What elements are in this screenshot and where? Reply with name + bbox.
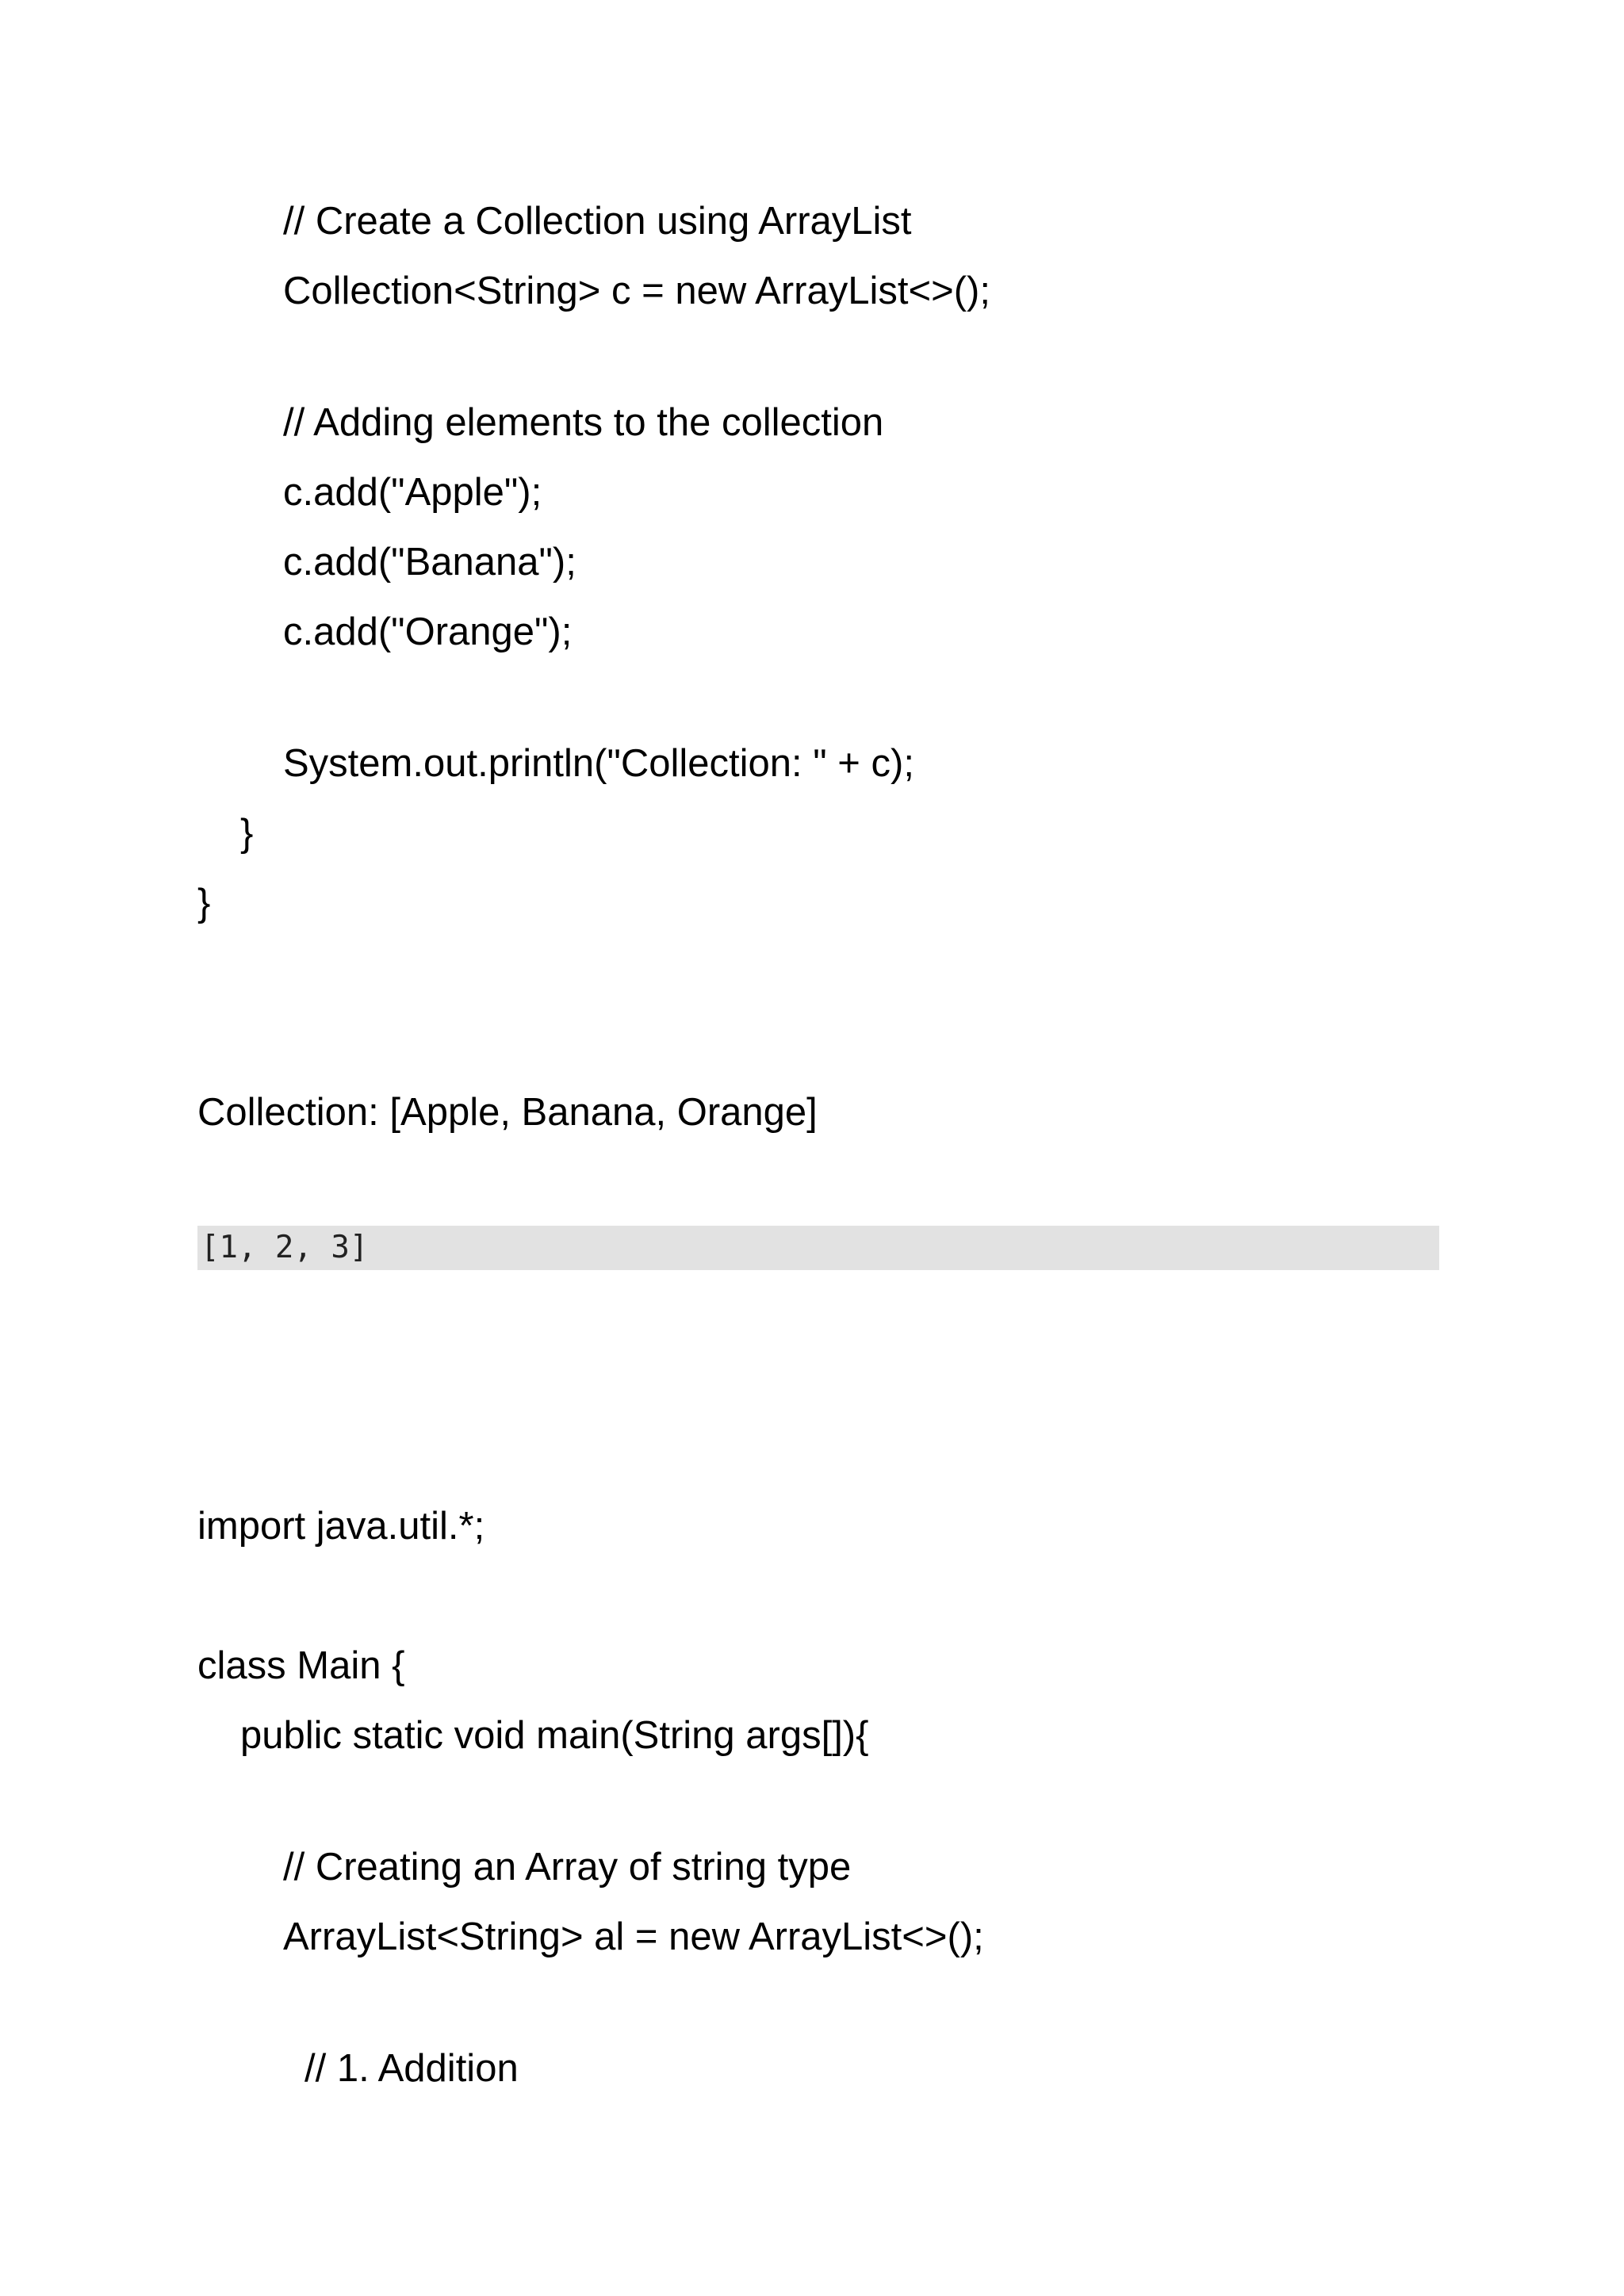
comment-create-collection: // Create a Collection using ArrayList: [283, 200, 912, 243]
println-line: System.out.println("Collection: " + c);: [283, 742, 914, 785]
main-method-declaration: public static void main(String args[]){: [240, 1714, 869, 1757]
close-method-brace: }: [240, 812, 254, 855]
code-output-text: [1, 2, 3]: [201, 1230, 369, 1265]
add-apple-line: c.add("Apple");: [283, 471, 542, 514]
arraylist-declaration: ArrayList<String> al = new ArrayList<>();: [283, 1915, 984, 1958]
code-output-block: [197, 1226, 1439, 1270]
collection-declaration: Collection<String> c = new ArrayList<>();: [283, 270, 990, 312]
class-main-declaration: class Main {: [197, 1644, 405, 1687]
comment-creating-array: // Creating an Array of string type: [283, 1846, 852, 1888]
add-banana-line: c.add("Banana");: [283, 541, 576, 584]
output-collection-text: Collection: [Apple, Banana, Orange]: [197, 1091, 818, 1134]
add-orange-line: c.add("Orange");: [283, 610, 573, 653]
comment-addition: // 1. Addition: [304, 2047, 519, 2090]
import-statement: import java.util.*;: [197, 1505, 485, 1548]
comment-adding-elements: // Adding elements to the collection: [283, 401, 884, 444]
close-class-brace: }: [197, 882, 211, 924]
